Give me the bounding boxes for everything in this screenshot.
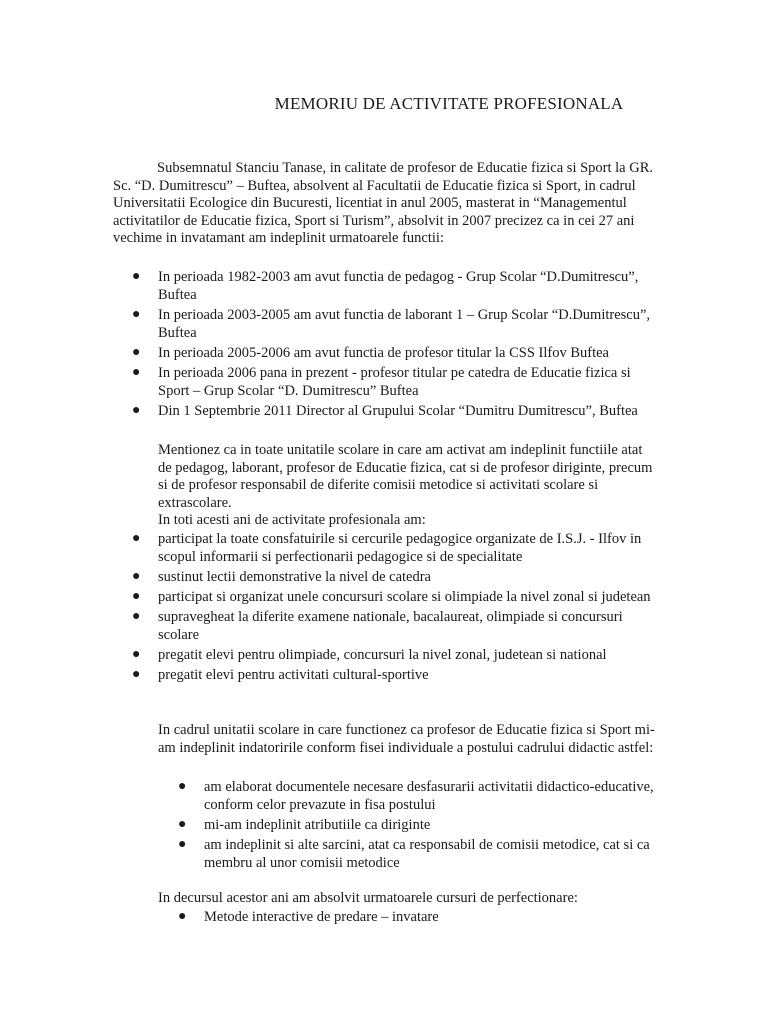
bullet-icon: ● [132, 307, 141, 322]
bullet-icon: ● [178, 779, 187, 794]
list-item: ● supravegheat la diferite examene nationale, bacalaureat, olimpiade si concursuri scolare [132, 609, 623, 643]
activities-intro: In toti acesti ani de activitate profesionala am: [158, 512, 426, 528]
duties-list [178, 778, 664, 874]
bullet-icon: ● [178, 837, 187, 852]
mention-paragraph: Mentionez ca in toate unitatile scolare in care am activat am indeplinit functiile atat de pedagog, laborant, profesor de Educatie fizica, cat si de profesor diriginte, precum si de profesor responsabil de diferite comisii metodice si activitati scolare si extrascolare. [158, 442, 653, 511]
bullet-icon: ● [132, 531, 141, 546]
list-item: ● Metode interactive de predare – invatare [178, 909, 439, 925]
bullet-icon: ● [132, 403, 141, 418]
list-item: ● mi-am indeplinit atributiile ca diriginte [178, 817, 431, 833]
bullet-icon: ● [132, 269, 141, 284]
list-item: ● participat si organizat unele concursuri scolare si olimpiade la nivel zonal si judetean [132, 589, 651, 605]
courses-intro: In decursul acestor ani am absolvit urmatoarele cursuri de perfectionare: [158, 890, 578, 906]
list-item: ● Din 1 Septembrie 2011 Director al Grupului Scolar “Dumitru Dumitrescu”, Buftea [132, 403, 638, 419]
bullet-icon: ● [132, 569, 141, 584]
functions-list [132, 268, 658, 422]
bullet-icon: ● [178, 817, 187, 832]
bullet-icon: ● [132, 667, 141, 682]
list-item: ● In perioada 2005-2006 am avut functia de profesor titular la CSS Ilfov Buftea [132, 345, 609, 361]
activities-list [132, 530, 658, 686]
page-title: MEMORIU DE ACTIVITATE PROFESIONALA [274, 94, 624, 113]
duties-intro: In cadrul unitatii scolare in care functionez ca profesor de Educatie fizica si Sport mi-am indeplinit indatoririle conform fisei individuale a postului cadrului didactic astfel: [158, 722, 655, 756]
bullet-icon: ● [178, 909, 187, 924]
list-item: ● In perioada 1982-2003 am avut functia de pedagog - Grup Scolar “D.Dumitrescu”, Buftea [132, 269, 639, 303]
courses-list [178, 908, 664, 928]
list-item: ● am indeplinit si alte sarcini, atat ca responsabil de comisii metodice, cat si ca membru al unor comisii metodice [178, 837, 650, 871]
bullet-icon: ● [132, 609, 141, 624]
list-item: ● In perioada 2003-2005 am avut functia de laborant 1 – Grup Scolar “D.Dumitrescu”, Buftea [132, 307, 651, 341]
bullet-icon: ● [132, 589, 141, 604]
intro-text: Subsemnatul Stanciu Tanase, in calitate de profesor de Educatie fizica si Sport la GR. Sc. “D. Dumitrescu” – Buftea, absolvent al Facultatii de Educatie fizica si Sport, in cadrul Universitatii Ecologice din Bucuresti, licentiat in anul 2005, masterat in “Managementul activitatilor de Educatie fizica, Sport si Turism”, absolvit in 2007 precizez ca in cei 27 ani vechime in invatamant am indeplinit urmatoarele functii: [113, 160, 654, 247]
list-item: ● pregatit elevi pentru olimpiade, concursuri la nivel zonal, judetean si national [132, 647, 607, 663]
list-item: ● sustinut lectii demonstrative la nivel de catedra [132, 569, 431, 585]
intro-paragraph [113, 160, 653, 248]
bullet-icon: ● [132, 365, 141, 380]
list-item: ● In perioada 2006 pana in prezent - profesor titular pe catedra de Educatie fizica si Sport – Grup Scolar “D. Dumitrescu” Buftea [132, 365, 631, 399]
bullet-icon: ● [132, 345, 141, 360]
bullet-icon: ● [132, 647, 141, 662]
list-item: ● pregatit elevi pentru activitati cultural-sportive [132, 667, 429, 683]
list-item: ● am elaborat documentele necesare desfasurarii activitatii didactico-educative, conform celor prevazute in fisa postului [178, 779, 654, 813]
list-item: ● participat la toate consfatuirile si cercurile pedagogice organizate de I.S.J. - Ilfov in scopul informarii si perfectionarii pedagogice si de specialitate [132, 531, 642, 565]
